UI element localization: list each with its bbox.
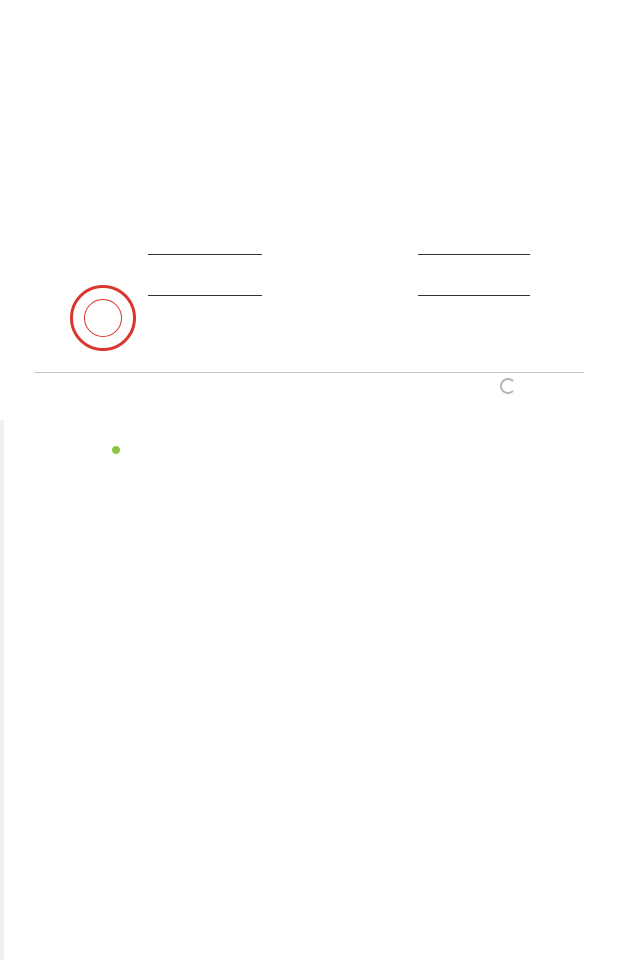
- report-code-row: [82, 558, 92, 568]
- page-edge-left: [0, 420, 4, 960]
- inspector-line: [148, 254, 262, 255]
- hotline-icon: [500, 378, 516, 394]
- footer-divider: [34, 372, 584, 373]
- approver-line: [148, 295, 262, 296]
- seal-inner-ring: [84, 299, 122, 337]
- result-note: [82, 83, 142, 93]
- date-line: [418, 295, 530, 296]
- logo-dot: [112, 446, 120, 454]
- reviewer-line: [418, 254, 530, 255]
- company-seal: [70, 285, 136, 351]
